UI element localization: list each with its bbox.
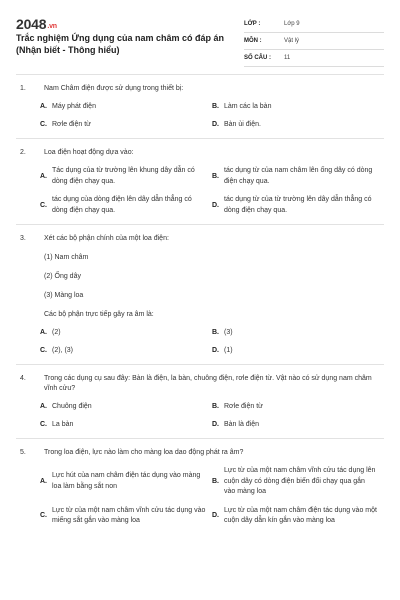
option-a[interactable]: A. (2) [40,329,61,336]
question-text: Xét các bộ phận chính của một loa điện: [44,235,169,242]
worksheet-header [16,12,384,74]
meta-label: LỚP : [244,21,261,27]
question-number: 2. [20,149,26,156]
question-3 [16,224,384,364]
question-number: 5. [20,449,26,456]
option-d[interactable]: D. tác dụng từ của từ trường lên dây dẫn thẳng có dòng điện chạy qua. [212,196,372,214]
question-text: Trong loa điện, lực nào làm cho màng loa dao động phát ra âm? [44,449,244,456]
meta-label: MÔN : [244,38,262,44]
question-4 [16,364,384,438]
question-text: Trong các dụng cụ sau đây: Bàn là điện, la bàn, chuông điện, rơle điện từ. Vật nào có sử dụng nam châm vĩnh cửu? [44,375,372,392]
option-a[interactable]: A. Tác dụng của từ trường lên khung dây dẫn có dòng điện chạy qua. [40,167,195,185]
meta-label: SỐ CÂU : [244,55,271,61]
options [16,328,384,356]
meta-value: Lớp 9 [284,21,300,27]
option-c[interactable]: C. Lực từ của một nam châm vĩnh cửu tác dụng vào miếng sắt gắn vào màng loa [40,506,206,524]
option-a[interactable]: A. Lực hút của nam châm điện tác dụng vào màng loa làm bằng sắt non [40,472,201,490]
options [16,466,384,527]
question-statement: Các bộ phận trực tiếp gây ra âm là: [44,311,154,318]
question-text: Nam Châm điện được sử dụng trong thiết bị: [44,85,184,92]
option-c[interactable]: C. La bàn [40,421,74,428]
option-b[interactable]: B. Làm các la bàn [212,103,272,110]
question-2 [16,138,384,224]
question-1 [16,74,384,138]
worksheet-page [16,12,384,535]
site-logo[interactable]: 2048.vn [16,16,57,32]
option-d[interactable]: D. Bàn là điện [212,421,260,428]
question-statement: (2) Ống dây [44,273,81,280]
meta-value: 11 [284,55,291,61]
option-c[interactable]: C. Rơle điện từ [40,121,91,128]
question-statement: (3) Màng loa [44,292,84,299]
question-number: 1. [20,85,26,92]
question-number: 3. [20,235,26,242]
option-d[interactable]: D. Lực từ của một nam châm điện tác dụng vào một cuộn dây dẫn kín gắn vào màng loa [212,506,377,524]
meta-row-class [244,16,384,33]
options [16,102,384,130]
meta-row-count [244,50,384,67]
question-number: 4. [20,375,26,382]
option-a[interactable]: A. Máy phát điện [40,103,96,110]
option-b[interactable]: B. Rơle điện từ [212,403,263,410]
option-d[interactable]: D. Bàn ủi điện. [212,121,261,128]
option-b[interactable]: B. (3) [212,329,233,336]
option-c[interactable]: C. (2), (3) [40,347,73,354]
question-text: Loa điện hoạt động dựa vào: [44,149,134,156]
option-d[interactable]: D. (1) [212,347,233,354]
meta-row-subject [244,33,384,50]
option-c[interactable]: C. tác dụng của dòng điện lên dây dẫn thẳng có dòng điện chạy qua. [40,196,192,214]
question-5 [16,438,384,535]
meta-table [244,16,384,67]
option-b[interactable]: B. Lực từ của một nam châm vĩnh cửu tác dụng lên cuộn dây có dòng điện biến đổi chạy qua gắn vào màng loa [212,467,376,495]
option-b[interactable]: B. tác dụng từ của nam châm lên ống dây có dòng điện chạy qua. [212,167,373,185]
meta-value: Vật lý [284,38,300,44]
option-a[interactable]: A. Chuông điện [40,403,92,410]
options [16,166,384,216]
question-statement: (1) Nam châm [44,254,89,261]
page-title: Trắc nghiệm Ứng dụng của nam châm có đáp án (Nhận biết - Thông hiểu) [16,33,225,55]
options [16,402,384,430]
